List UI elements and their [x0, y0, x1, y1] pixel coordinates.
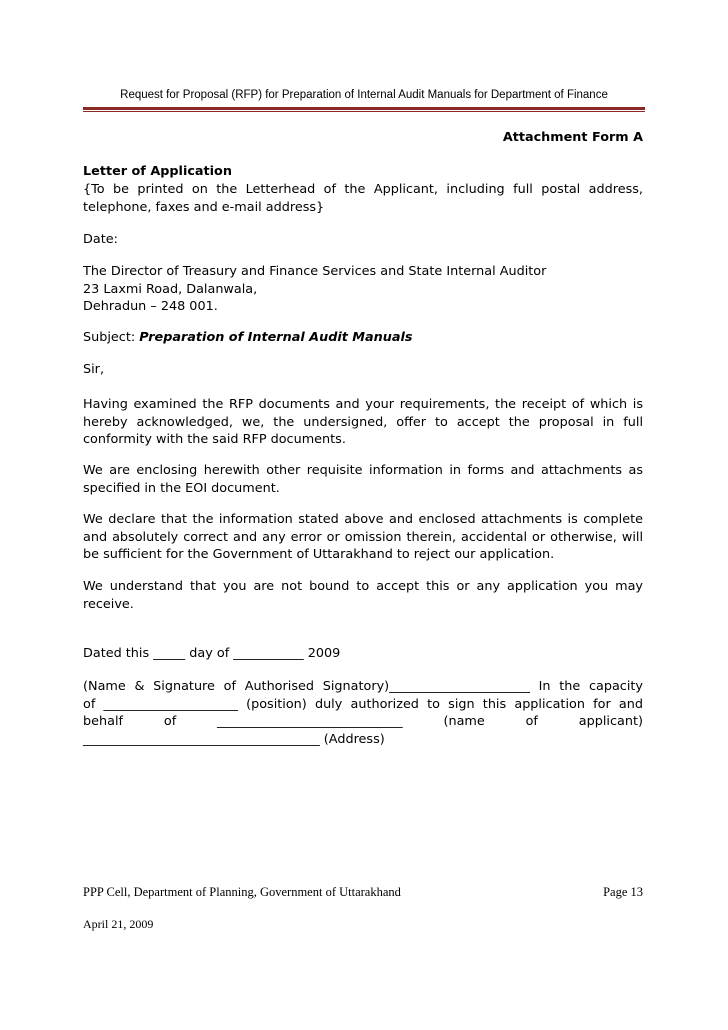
paragraph-line: We declare that the information stated above and enclosed attachments is complete: [83, 512, 643, 527]
paragraph-line: receive.: [83, 596, 134, 612]
instruction-line: {To be printed on the Letterhead of the Applicant, including full postal address,: [83, 182, 643, 197]
letter-title: Letter of Application: [83, 164, 232, 179]
footer-date: April 21, 2009: [83, 917, 154, 931]
paragraph-line: We understand that you are not bound to accept this or any application you may: [83, 579, 643, 594]
header-rule-thick: [83, 107, 645, 110]
paragraph-line: Having examined the RFP documents and your requirements, the receipt of which is: [83, 397, 643, 412]
subject-text: Preparation of Internal Audit Manuals: [139, 330, 413, 345]
paragraph-1: [83, 396, 643, 449]
paragraph-2: [83, 462, 643, 497]
attachment-label: Attachment Form A: [502, 130, 643, 145]
signature-line: of _____________________ (position) duly authorized to sign this application for and: [83, 696, 643, 712]
paragraph-line: conformity with the said RFP documents.: [83, 432, 346, 447]
recipient-address: [83, 263, 643, 316]
header-rule-thin: [83, 111, 645, 112]
subject-line: [83, 329, 643, 347]
paragraph-line: hereby acknowledged, we, the undersigned, offer to accept the proposal in full: [83, 414, 643, 430]
salutation: Sir,: [83, 362, 105, 377]
date-label: Date:: [83, 232, 118, 247]
header-title: Request for Proposal (RFP) for Preparation of Internal Audit Manuals for Department of Finance: [120, 89, 608, 101]
subject-label: Subject:: [83, 330, 140, 345]
instruction-text: [83, 181, 643, 216]
paragraph-line: We are enclosing herewith other requisite information in forms and attachments as: [83, 463, 643, 478]
signature-block: [83, 678, 643, 748]
paragraph-line: specified in the EOI document.: [83, 480, 280, 496]
address-line: 23 Laxmi Road, Dalanwala,: [83, 281, 258, 297]
address-line: Dehradun – 248 001.: [83, 299, 218, 314]
signature-line: behalf of _____________________________ (name of applicant): [83, 714, 643, 729]
instruction-line: telephone, faxes and e-mail address}: [83, 199, 325, 215]
paragraph-3: [83, 511, 643, 564]
signature-line: _____________________________________ (Address): [83, 731, 385, 747]
address-line: The Director of Treasury and Finance Services and State Internal Auditor: [83, 264, 547, 279]
dated-line: Dated this _____ day of ___________ 2009: [83, 646, 341, 661]
signature-line: (Name & Signature of Authorised Signatory)______________________ In the capacity: [83, 679, 643, 694]
footer-organization: PPP Cell, Department of Planning, Government of Uttarakhand: [83, 885, 401, 899]
footer-page-number: Page 13: [603, 885, 643, 899]
paragraph-line: be sufficient for the Government of Uttarakhand to reject our application.: [83, 547, 555, 562]
paragraph-4: [83, 578, 643, 613]
paragraph-line: and absolutely correct and any error or omission therein, accidental or otherwise, will: [83, 529, 643, 545]
